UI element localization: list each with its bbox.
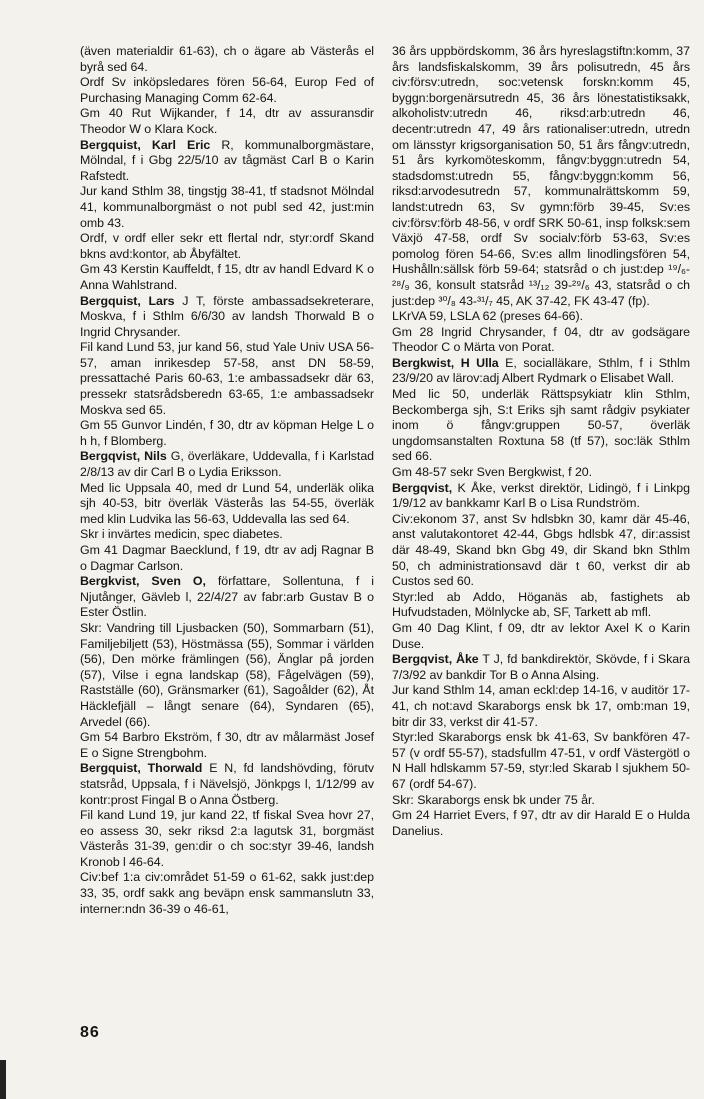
entry-text: Civ:ekonom 37, anst Sv hdlsbkn 30, kamr där 45-46, anst valutakontoret 42-44, Gbgs hdlsbk 47, dir:assist där 48-49, Skand bkn Gbg 49, dir Skand bkn Sthlm 50, ch administrationsavd där t 60, verkst dir ab Custos sed 60. — [392, 511, 690, 589]
entry-name: Bergqvist, Nils — [80, 449, 167, 464]
biography-entry — [392, 652, 690, 683]
entry-text: R, kommunalborgmästare, Mölndal, f i Gbg 22/5/10 av tågmäst Carl B o Karin Rafstedt. — [80, 137, 374, 183]
biography-paragraph — [392, 387, 690, 465]
entry-text: (även materialdir 61-63), ch o ägare ab Västerås el byrå sed 64. — [80, 44, 374, 74]
biography-paragraph — [80, 481, 374, 528]
entry-text: Skr i invärtes medicin, spec diabetes. — [80, 527, 283, 542]
biography-paragraph — [80, 231, 374, 262]
biography-paragraph — [392, 808, 690, 839]
entry-text: E, socialläkare, Sthlm, f i Sthlm 23/9/20 av lärov:adj Albert Rydmark o Elisabet Wall. — [392, 355, 691, 386]
entry-text: G, överläkare, Uddevalla, f i Karlstad 2/8/13 av dir Carl B o Lydia Eriksson. — [80, 449, 374, 480]
biography-entry — [80, 138, 374, 185]
entry-text: Fil kand Lund 19, jur kand 22, tf fiskal Svea hovr 27, eo assess 30, sekr riksd 2:a lagutsk 31, borgmäst Västerås 31-39, gen:dir o ch soc:styr 39-46, landsh Kronob l 46-64. — [80, 808, 374, 869]
entry-text: Gm 41 Dagmar Baecklund, f 19, dtr av adj Ragnar B o Dagmar Carlson. — [80, 543, 374, 573]
entry-text: Ordf, v ordf eller sekr ett flertal ndr, styr:ordf Skand bkns avd:kontor, ab Åbyfältet. — [80, 231, 374, 261]
entry-text: Jur kand Sthlm 38, tingstjg 38-41, tf stadsnot Mölndal 41, kommunalborgmäst o not publ sed 42, just:min omb 43. — [80, 184, 374, 230]
entry-text: Jur kand Sthlm 14, aman eckl:dep 14-16, v auditör 17-41, ch not:avd Skaraborgs ensk bk 17, omb:man 19, bitr dir 33, verkst dir 41-57. — [392, 683, 690, 729]
biography-entry — [392, 481, 690, 512]
biography-entry — [80, 574, 374, 621]
biography-paragraph — [392, 590, 690, 621]
entry-text: Styr:led ab Addo, Höganäs ab, fastighets ab Hufvudstaden, Mölnlycke ab, SF, Tarkett ab mfl. — [392, 589, 690, 620]
entry-text: Ordf Sv inköpsledares fören 56-64, Europ Fed of Purchasing Managing Comm 62-64. — [80, 75, 374, 105]
biography-paragraph — [392, 325, 690, 356]
biography-paragraph — [392, 793, 690, 809]
entry-text: Gm 54 Barbro Ekström, f 30, dtr av målarmäst Josef E o Signe Strengbohm. — [80, 730, 374, 760]
entry-name: Bergqvist, — [392, 480, 453, 495]
entry-text: Fil kand Lund 53, jur kand 56, stud Yale Univ USA 56-57, aman inrikesdep 57-58, anst DN 58-59, pressattaché Paris 60-63, 1:e ambassadsekr där 63, pressekr statsrådsberedn 63-65, 1:e ambassadsekr Moskva sed 65. — [80, 340, 374, 417]
entry-text: Med lic Uppsala 40, med dr Lund 54, underläk olika sjh 40-53, bitr överläk Västerås las 54-55, överläk med klin Ludvika las 56-63, Uddevalla las sed 64. — [80, 480, 374, 526]
biography-paragraph — [80, 621, 374, 730]
biography-paragraph — [392, 44, 690, 309]
biography-entry — [392, 356, 690, 387]
biography-paragraph — [392, 730, 690, 792]
entry-name: Bergqvist, Åke — [392, 652, 479, 667]
biography-paragraph — [392, 683, 690, 730]
entry-text: Skr: Vandring till Ljusbacken (50), Sommarbarn (51), Familjebiljett (53), Höstmässa (55), Sommar i världen (56), Den mörke främlingen (56), Änglar på jorden (57), Vilse i egna landskap (58), Fågelvägen (59), Rastställe (60), Gränsmarker (61), Sagoålder (62), Åt Häcklefjäll – långt senare (64), Syndaren (65), Arvedel (66). — [80, 620, 374, 729]
biography-paragraph — [80, 730, 374, 761]
biography-paragraph — [80, 184, 374, 231]
entry-name: Bergkwist, H Ulla — [392, 355, 499, 370]
biography-paragraph — [80, 870, 374, 917]
scan-edge-shadow — [0, 1060, 6, 1099]
biography-entry — [80, 449, 374, 480]
entry-text: Gm 48-57 sekr Sven Bergkwist, f 20. — [392, 465, 593, 480]
entry-text: LKrVA 59, LSLA 62 (preses 64-66). — [392, 309, 583, 324]
entry-text: Gm 55 Gunvor Lindén, f 30, dtr av köpman Helge L o h h, f Blomberg. — [80, 418, 374, 448]
biography-paragraph — [80, 44, 374, 75]
biography-paragraph — [80, 262, 374, 293]
biography-paragraph — [80, 75, 374, 106]
entry-text: Styr:led Skaraborgs ensk bk 41-63, Sv bankfören 47-57 (v ordf 55-57), stadsfullm 47-51, v ordf Västergötl o N Hall hdlskamm 57-59, styr:led Skarab l sjukhem 50-67 (ordf 54-67). — [392, 730, 690, 791]
entry-name: Bergkvist, Sven O, — [80, 574, 206, 589]
biography-entry — [80, 761, 374, 808]
entry-name: Bergquist, Thorwald — [80, 761, 203, 776]
biography-paragraph — [80, 418, 374, 449]
biography-paragraph — [80, 527, 374, 543]
biography-entry — [80, 294, 374, 341]
left-column — [80, 44, 374, 917]
right-column — [392, 44, 690, 839]
biography-paragraph — [392, 512, 690, 590]
biography-paragraph — [80, 340, 374, 418]
biography-paragraph — [392, 309, 690, 325]
biography-paragraph — [80, 808, 374, 870]
entry-text: Gm 43 Kerstin Kauffeldt, f 15, dtr av handl Edvard K o Anna Wahlstrand. — [80, 262, 374, 292]
page-number: 86 — [80, 1024, 100, 1041]
entry-text: Gm 24 Harriet Evers, f 97, dtr av dir Harald E o Hulda Danelius. — [392, 808, 690, 838]
entry-text: Skr: Skaraborgs ensk bk under 75 år. — [392, 792, 595, 807]
biography-paragraph — [80, 106, 374, 137]
entry-name: Bergquist, Lars — [80, 293, 175, 308]
entry-text: Gm 40 Dag Klint, f 09, dtr av lektor Axel K o Karin Duse. — [392, 620, 690, 651]
entry-text: T J, fd bankdirektör, Skövde, f i Skara 7/3/92 av bankdir Tor B o Anna Alsing. — [392, 652, 690, 682]
entry-text: J T, förste ambassadsekreterare, Moskva, f i Sthlm 6/6/30 av landsh Thorwald B o Ingrid Chrysander. — [80, 293, 374, 339]
entry-text: 36 års uppbördskomm, 36 års hyreslagstiftn:komm, 37 års landsfiskalskomm, 39 års polisutredn, 45 års civ:försv:utredn, soc:vetensk forskn:komm 45, byggn:borgenärsutredn 45, 36 års lönestatistiksakk, alkoholistv:utredn 46, riksd:arb:utredn 46, decentr:utredn 47, 49 års rationaliser:utredn, utredn om länsstyr krigsorganisation 50, 51 års fångv:utredn, 51 års kyrkomöteskomm, fångv:byggn:utredn 54, stadsdomst:utredn 55, fångv:byggn:komm 56, riksd:arvodesutredn 57, kommunalrättskomm 59, landst:utredn 63, Sv gymn:förb 39-45, Sv:es civ:försv:förb 48-56, v ordf SRK 50-61, insp folksk:sem Växjö 47-58, ordf Sv socialv:förb 53-63, Sv:es pomolog fören 54-66, Sv:es allm linodlingsfören 54, Hushålln:sällsk förb 59-64; statsråd o ch just:dep ¹⁹/₆-²⁸/₉ 36, konsult statsråd ¹³/₁₂ 39-²⁹/₆ 43, statsråd o ch just:dep ³⁰/₈ 43-³¹/₇ 45, AK 37-42, FK 43-47 (fp). — [392, 44, 690, 308]
biography-paragraph — [392, 465, 690, 481]
entry-text: Gm 40 Rut Wijkander, f 14, dtr av assuransdir Theodor W o Klara Kock. — [80, 106, 374, 136]
biography-paragraph — [392, 621, 690, 652]
entry-text: K Åke, verkst direktör, Lidingö, f i Linkpg 1/9/12 av bankkamr Karl B o Lisa Rundström. — [392, 480, 690, 511]
entry-text: Civ:bef 1:a civ:området 51-59 o 61-62, sakk just:dep 33, 35, ordf sakk ang beväpn ensk sammanslutn 33, interner:ndn 36-39 o 46-61, — [80, 870, 374, 916]
entry-text: författare, Sollentuna, f i Njutånger, Gävleb l, 22/4/27 av fabr:arb Gustav B o Ester Östlin. — [80, 574, 374, 620]
entry-text: Med lic 50, underläk Rättspsykiatr klin Sthlm, Beckomberga sjh, S:t Eriks sjh samt rådgiv psykiater inom ö fångv:gruppen 50-57, överläk ungdomsanstalten Roxtuna 58 (tf 57), soc:läk Sthlm sed 66. — [392, 387, 690, 464]
entry-text: Gm 28 Ingrid Chrysander, f 04, dtr av godsägare Theodor C o Märta von Porat. — [392, 324, 690, 355]
biography-paragraph — [80, 543, 374, 574]
entry-name: Bergquist, Karl Eric — [80, 137, 211, 152]
entry-text: E N, fd landshövding, förutv statsråd, Uppsala, f i Nävelsjö, Jönkpgs l, 1/12/99 av kontr:prost Fingal B o Anna Östberg. — [80, 761, 374, 807]
